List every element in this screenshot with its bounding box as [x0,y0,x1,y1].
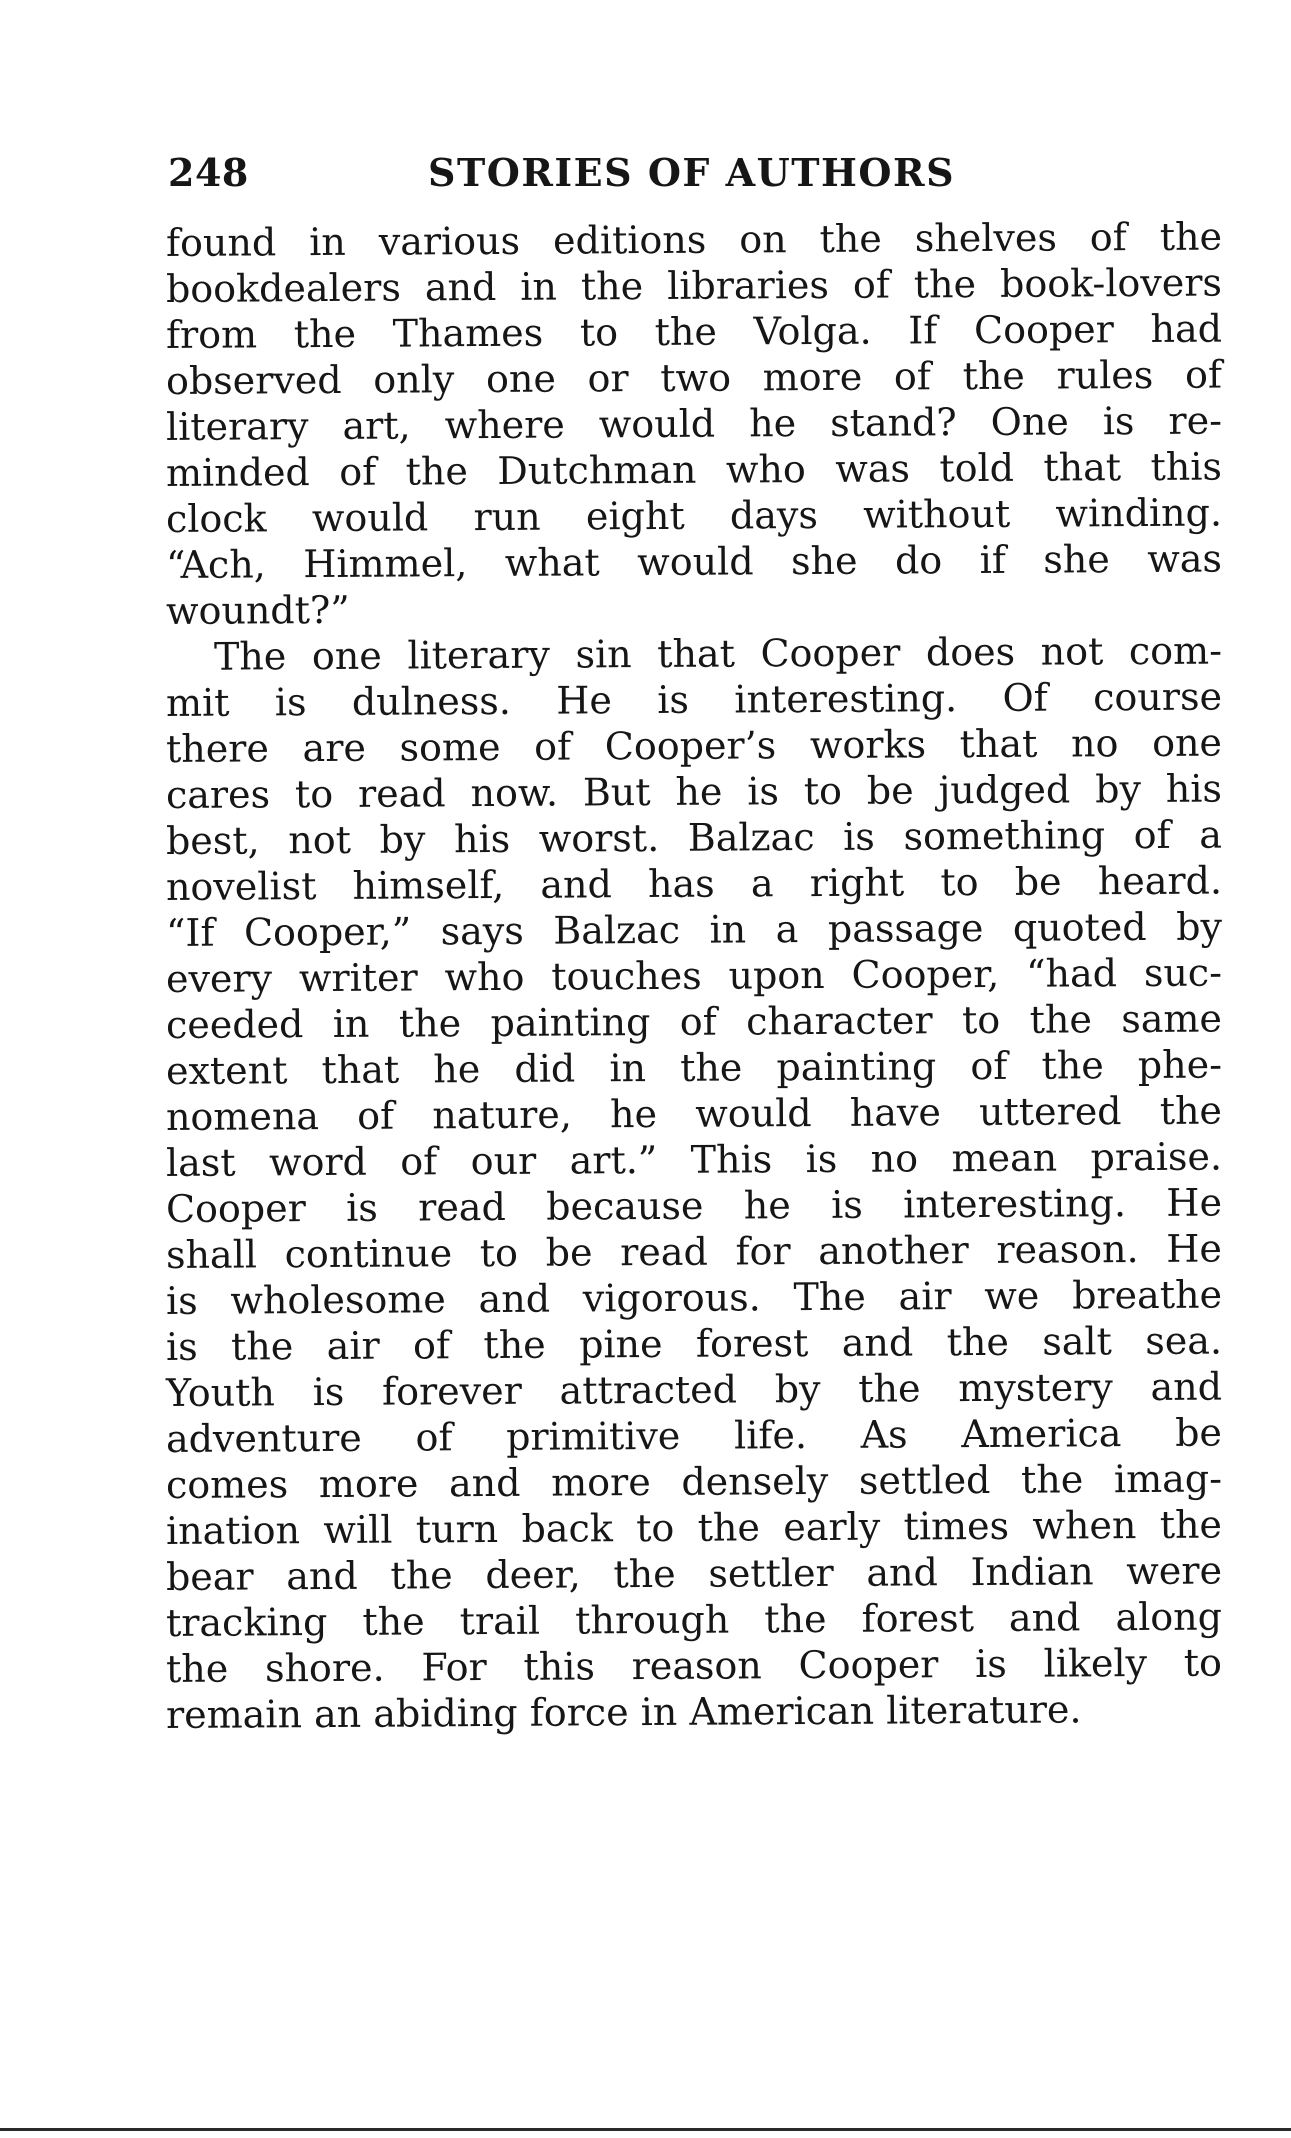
text-line: woundt?” [165,587,350,633]
text-line: The one literary sin that Cooper does not com- [213,628,1223,679]
running-title: STORIES OF AUTHORS [428,150,956,195]
paragraph [165,628,1223,1738]
text-line: shall continue to be read for another reason. He [165,1226,1223,1277]
text-line: bookdealers and in the libraries of the book-lovers [165,260,1223,311]
text-line: remain an abiding force in American literature. [165,1687,1082,1737]
text-line: every writer who touches upon Cooper, “had suc- [165,950,1223,1001]
page-number: 248 [168,150,249,195]
paragraph [165,214,1223,634]
text-line: mit is dulness. He is interesting. Of course [165,674,1223,725]
text-line: “If Cooper,” says Balzac in a passage quoted by [165,904,1223,955]
text-line: tracking the trail through the forest and along [165,1594,1223,1645]
text-line: cares to read now. But he is to be judged by his [165,766,1223,817]
text-line: bear and the deer, the settler and Indian were [165,1548,1223,1599]
text-line: nomena of nature, he would have uttered the [165,1088,1223,1139]
text-line: ceeded in the painting of character to the same [165,996,1223,1047]
bottom-edge-rule [0,2128,1291,2131]
text-line: Cooper is read because he is interesting. He [165,1180,1223,1231]
text-line: literary art, where would he stand? One is re- [165,398,1223,449]
text-line: minded of the Dutchman who was told that this [165,444,1223,495]
text-line: there are some of Cooper’s works that no one [165,720,1223,771]
text-line: “Ach, Himmel, what would she do if she was [165,536,1223,587]
body-text [165,214,1223,1738]
text-line: comes more and more densely settled the imag- [165,1456,1223,1507]
text-line: observed only one or two more of the rules of [165,352,1223,403]
text-line: found in various editions on the shelves of the [165,214,1223,265]
text-line: novelist himself, and has a right to be heard. [165,858,1223,909]
text-line: extent that he did in the painting of the phe- [165,1042,1223,1093]
text-line: adventure of primitive life. As America be [165,1410,1223,1461]
text-line: last word of our art.” This is no mean praise. [165,1134,1223,1185]
text-line: from the Thames to the Volga. If Cooper had [165,306,1223,357]
text-line: ination will turn back to the early times when the [165,1502,1223,1553]
text-line: Youth is forever attracted by the mystery and [165,1364,1223,1415]
text-line: best, not by his worst. Balzac is something of a [165,812,1223,863]
page-header [168,150,1218,200]
text-line: is wholesome and vigorous. The air we breathe [165,1272,1223,1323]
text-line: is the air of the pine forest and the salt sea. [165,1318,1223,1369]
text-line: the shore. For this reason Cooper is likely to [165,1640,1223,1691]
text-line: clock would run eight days without winding. [165,490,1223,541]
